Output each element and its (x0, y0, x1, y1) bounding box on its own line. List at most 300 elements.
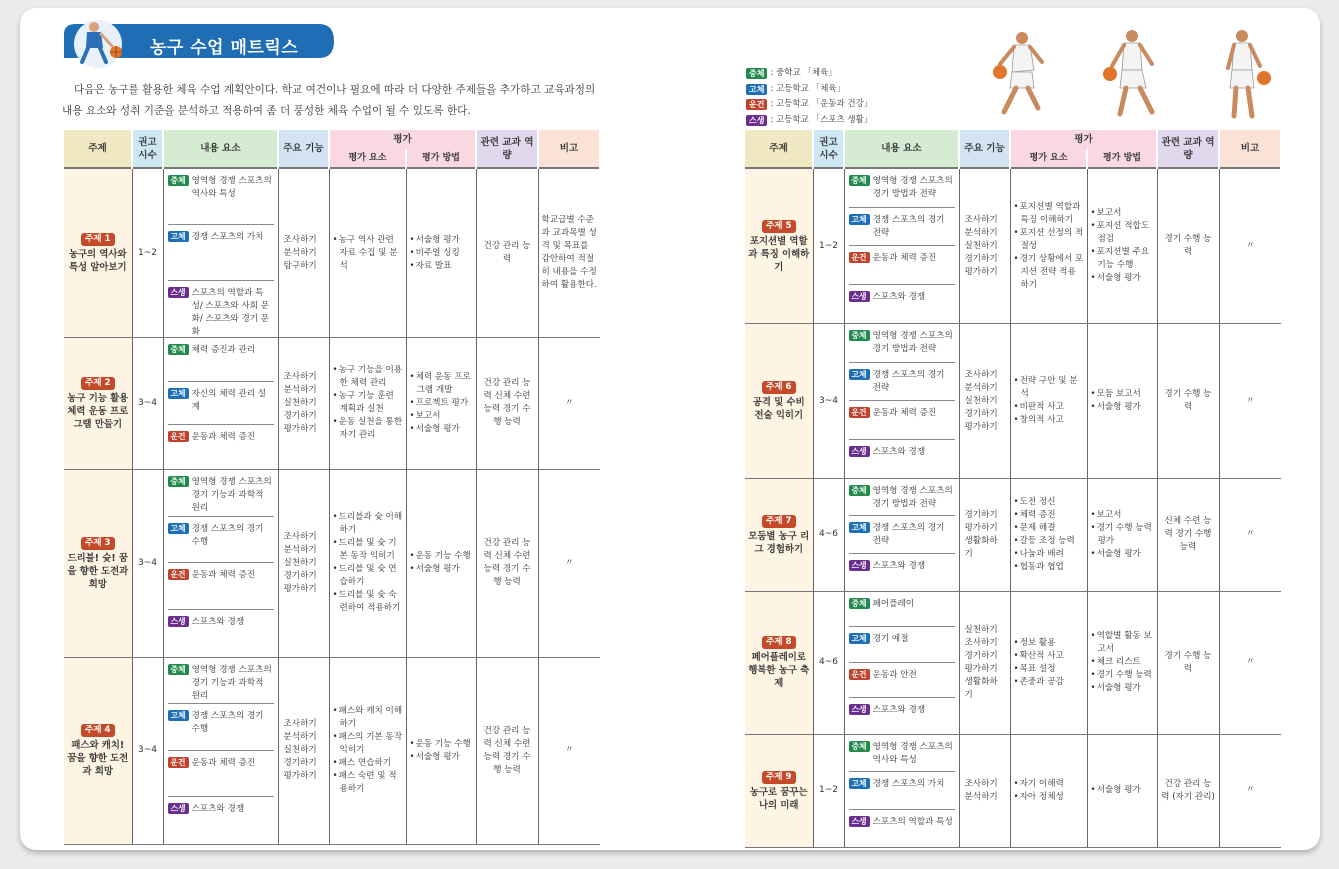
topic-badge: 주제 2 (81, 377, 115, 390)
content-text: 자신의 체력 관리 설계 (191, 388, 267, 412)
content-item (168, 425, 274, 469)
related-cell: 건강 관리 능력 신체 수련 능력 경기 수행 능력 (476, 657, 538, 844)
topic-title: 드리블! 슛! 꿈을 향한 도전과 희망 (67, 552, 129, 590)
content-item (849, 285, 955, 324)
topic-cell (745, 479, 813, 592)
header-func: 주요 기능 (278, 130, 329, 168)
eval-method-cell (1087, 479, 1157, 592)
curriculum-tag: 운건 (168, 757, 189, 768)
curriculum-tag: 스생 (849, 704, 870, 715)
related-cell: 경기 수행 능력 (1157, 591, 1219, 734)
content-item (849, 698, 955, 734)
eval-elem-item: • 패스 숙련 및 적용하기 (333, 770, 403, 796)
content-text: 영역형 경쟁 스포츠의 역사와 특성 (872, 741, 953, 765)
eval-method-item: • 체크 리스트 (1091, 656, 1154, 669)
func-cell: 조사하기 분석하기 실천하기 경기하기 평가하기 (959, 168, 1010, 324)
eval-elem-cell (1010, 324, 1087, 479)
content-text: 스포츠와 경쟁 (872, 560, 926, 571)
topic-title: 모둠별 농구 리그 경험하기 (748, 530, 810, 555)
content-item (849, 810, 955, 847)
content-cell (163, 338, 278, 470)
matrix-table-left (64, 130, 601, 845)
eval-elem-cell (329, 469, 406, 657)
topic-cell (64, 657, 132, 844)
content-text: 운동과 체력 증진 (872, 408, 937, 418)
curriculum-tag: 고체 (168, 231, 189, 242)
eval-elem-cell (1010, 734, 1087, 847)
curriculum-tag: 중체 (849, 175, 870, 186)
eval-elem-item: • 갈등 조정 능력 (1014, 535, 1084, 548)
note-cell: 〃 (538, 338, 600, 470)
content-text: 운동과 체력 증진 (191, 432, 256, 443)
eval-elem-cell (329, 168, 406, 338)
eval-method-cell (1087, 168, 1157, 324)
note-cell: 〃 (1219, 479, 1281, 592)
curriculum-tag: 운건 (849, 669, 870, 680)
topic-cell (745, 324, 813, 479)
eval-elem-item: • 전략 구안 및 분석 (1014, 375, 1084, 401)
eval-method-list (410, 371, 473, 436)
eval-method-cell (406, 338, 476, 470)
eval-elem-item: • 자기 이해력 (1014, 778, 1084, 791)
hours-cell: 1~2 (132, 168, 163, 338)
eval-elem-item: • 패스의 기본 동작 익히기 (333, 731, 403, 757)
content-text: 경쟁 스포츠의 가치 (191, 232, 264, 242)
note-cell: 〃 (1219, 591, 1281, 734)
table-row (64, 469, 600, 657)
eval-method-item: • 보고서 (1091, 207, 1154, 220)
header-related: 관련 교과 역량 (476, 130, 538, 168)
eval-method-list (1091, 388, 1154, 414)
content-cell (163, 168, 278, 338)
eval-method-item: • 서술형 평가 (1091, 401, 1154, 414)
eval-elem-item: • 나눔과 배려 (1014, 548, 1084, 561)
hours-cell: 4~6 (813, 479, 844, 592)
eval-elem-item: • 정보 활용 (1014, 637, 1084, 650)
content-text: 영역형 경쟁 스포츠의 경기 기능과 과학적 원리 (191, 476, 272, 513)
content-item (849, 324, 955, 363)
content-text: 영역형 경쟁 스포츠의 경기 방법과 전략 (872, 331, 953, 354)
curriculum-tag: 고체 (849, 778, 870, 789)
func-cell: 조사하기 분석하기 실천하기 경기하기 평가하기 (278, 657, 329, 844)
topic-badge: 주제 1 (81, 233, 115, 246)
header-topic: 주제 (64, 130, 132, 168)
topic-title: 패스와 캐치! 꿈을 향한 도전과 희망 (67, 740, 129, 778)
header-func: 주요 기능 (959, 130, 1010, 168)
header-eval-elem: 평가 요소 (1010, 149, 1087, 168)
content-cell (163, 657, 278, 844)
related-cell: 경기 수행 능력 (1157, 168, 1219, 324)
eval-elem-cell (329, 338, 406, 470)
curriculum-tag: 운건 (168, 431, 189, 442)
func-cell: 조사하기 분석하기 실천하기 경기하기 평가하기 (278, 469, 329, 657)
content-item (849, 663, 955, 699)
player-illustration (1103, 30, 1152, 114)
table-row (745, 168, 1281, 324)
content-text: 스포츠와 경쟁 (872, 446, 926, 457)
content-item (849, 516, 955, 553)
eval-method-item: • 체력 운동 프로그램 개발 (410, 371, 473, 397)
eval-method-item: • 운동 기능 수행 (410, 550, 473, 563)
eval-elem-list (333, 705, 403, 796)
legend-item (746, 66, 872, 82)
curriculum-tag: 스생 (168, 287, 189, 298)
legend-item (746, 113, 872, 129)
note-cell: 〃 (1219, 734, 1281, 847)
header-eval-method: 평가 방법 (1087, 149, 1157, 168)
content-item (168, 225, 274, 281)
topic-cell (745, 591, 813, 734)
eval-elem-item: • 운동 실천을 통한 자기 관리 (333, 416, 403, 442)
eval-elem-cell (1010, 168, 1087, 324)
content-item (849, 592, 955, 628)
eval-elem-item: • 존중과 공감 (1014, 676, 1084, 689)
legend-text: : 고등학교 「체육」 (770, 83, 846, 94)
eval-method-list (410, 738, 473, 764)
curriculum-tag: 스생 (849, 446, 870, 457)
header-eval-method: 평가 방법 (406, 149, 476, 168)
header-topic: 주제 (745, 130, 813, 168)
eval-elem-item: • 확산적 사고 (1014, 650, 1084, 663)
player-illustration (1228, 30, 1271, 116)
note-cell: 〃 (538, 657, 600, 844)
eval-elem-item: • 드리블 및 슛 기본 동작 익히기 (333, 537, 403, 563)
content-item (168, 470, 274, 517)
content-cell (844, 479, 959, 592)
content-cell (844, 734, 959, 847)
hours-cell: 4~6 (813, 591, 844, 734)
topic-badge: 주제 4 (81, 724, 115, 737)
legend-text: : 중학교 「체육」 (770, 68, 837, 78)
header-eval-elem: 평가 요소 (329, 149, 406, 168)
curriculum-tag: 고체 (849, 633, 870, 644)
topic-cell (745, 734, 813, 847)
eval-elem-cell (1010, 479, 1087, 592)
eval-elem-item: • 농구 기능 훈련 계획과 실천 (333, 390, 403, 416)
header-content: 내용 요소 (844, 130, 959, 168)
eval-elem-list (1014, 496, 1084, 574)
intro-text: 다음은 농구를 활용한 체육 수업 계획안이다. 학교 여건이나 필요에 따라 더 다양한 주제들을 추가하고 교육과정의 내용 요소와 성취 기준을 분석하고 적용하여 좀 더 풍성한 체육 수업이 될 수 있도록 한다. (62, 84, 596, 117)
eval-elem-item: • 농구 역사 관련 자료 수집 및 분석 (333, 234, 403, 273)
hours-cell: 1~2 (813, 168, 844, 324)
legend-text: : 고등학교 「운동과 건강」 (770, 99, 873, 109)
legend-text: : 고등학교 「스포츠 생활」 (770, 114, 873, 125)
eval-method-cell (1087, 591, 1157, 734)
eval-elem-item: • 패스와 캐치 이해하기 (333, 705, 403, 731)
curriculum-tag: 고체 (849, 369, 870, 380)
player-illustration (993, 32, 1042, 112)
legend-tag: 중체 (746, 68, 767, 79)
eval-method-item: • 프로젝트 평가 (410, 397, 473, 410)
content-cell (844, 324, 959, 479)
curriculum-tag: 고체 (168, 523, 189, 534)
content-text: 경기 예절 (872, 634, 909, 645)
eval-method-item: • 서술형 평가 (410, 563, 473, 576)
eval-elem-item: • 패스 연습하기 (333, 757, 403, 770)
hours-cell: 3~4 (132, 657, 163, 844)
header-content: 내용 요소 (163, 130, 278, 168)
eval-method-list (1091, 509, 1154, 561)
topic-title: 공격 및 수비 전술 익히기 (752, 397, 805, 421)
eval-method-item: • 서술형 평가 (1091, 784, 1154, 797)
content-item (849, 169, 955, 208)
content-text: 영역형 경쟁 스포츠의 경기 기능과 과학적 원리 (191, 664, 272, 701)
eval-method-item: • 서술형 평가 (410, 751, 473, 764)
eval-elem-item: • 포지션 선정의 적절성 (1014, 227, 1084, 253)
eval-method-item: • 포지션별 주요 기능 수행 (1091, 246, 1154, 272)
content-item (168, 563, 274, 610)
intro-paragraph (62, 80, 602, 122)
table-row (745, 591, 1281, 734)
eval-elem-cell (1010, 591, 1087, 734)
content-item (168, 658, 274, 705)
eval-elem-item: • 드리블 및 슛 숙련하여 적용하기 (333, 589, 403, 615)
eval-method-cell (1087, 324, 1157, 479)
topic-cell (64, 168, 132, 338)
curriculum-tag: 운건 (849, 252, 870, 263)
header-eval: 평가 (329, 130, 476, 149)
eval-elem-item: • 체력 증진 (1014, 509, 1084, 522)
eval-method-item: • 서술형 평가 (410, 234, 473, 247)
basketball-players-illustration (972, 24, 1282, 128)
related-cell: 경기 수행 능력 (1157, 324, 1219, 479)
eval-elem-list (1014, 637, 1084, 689)
eval-method-item: • 보고서 (410, 410, 473, 423)
eval-method-item: • 운동 기능 수행 (410, 738, 473, 751)
related-cell: 건강 관리 능력 (자기 관리) (1157, 734, 1219, 847)
dribbling-player-icon (68, 18, 138, 68)
content-item (849, 246, 955, 285)
eval-elem-item: • 농구 기능을 이용한 체력 관리 (333, 364, 403, 390)
eval-method-item: • 역할별 활동 보고서 (1091, 630, 1154, 656)
legend (746, 66, 872, 128)
func-cell: 실천하기 조사하기 경기하기 평가하기 생활화하기 (959, 591, 1010, 734)
header-hours: 권고 시수 (132, 130, 163, 168)
topic-title: 페어플레이로 행복한 농구 축제 (748, 652, 810, 690)
eval-elem-item: • 자아 정체성 (1014, 791, 1084, 804)
eval-method-list (1091, 630, 1154, 695)
curriculum-tag: 중체 (168, 344, 189, 355)
eval-method-item: • 포지션 적합도 점검 (1091, 220, 1154, 246)
eval-elem-item: • 포지션별 역할과 특징 이해하기 (1014, 201, 1084, 227)
header-related: 관련 교과 역량 (1157, 130, 1219, 168)
hours-cell: 1~2 (813, 734, 844, 847)
content-text: 운동과 체력 증진 (191, 570, 256, 581)
topic-badge: 주제 9 (762, 771, 796, 784)
legend-tag: 고체 (746, 84, 767, 95)
content-text: 경쟁 스포츠의 경기 수행 (191, 523, 264, 547)
table-row (64, 657, 600, 844)
eval-elem-item: • 창의적 사고 (1014, 414, 1084, 427)
content-item (849, 208, 955, 247)
content-cell (844, 168, 959, 324)
eval-elem-list (1014, 778, 1084, 804)
content-text: 영역형 경쟁 스포츠의 경기 방법과 전략 (872, 486, 953, 509)
content-text: 스포츠와 경쟁 (872, 705, 926, 716)
eval-method-item: • 서술형 평가 (410, 423, 473, 436)
table-row (64, 338, 600, 470)
topic-title: 포지션별 역할과 특징 이해하기 (748, 235, 810, 273)
curriculum-tag: 중체 (168, 476, 189, 487)
curriculum-tag: 스생 (849, 560, 870, 571)
curriculum-tag: 중체 (849, 741, 870, 752)
eval-method-cell (406, 469, 476, 657)
eval-method-list (1091, 207, 1154, 285)
content-text: 경쟁 스포츠의 경기 전략 (872, 214, 945, 238)
content-item (849, 363, 955, 402)
content-text: 스포츠의 역할과 특성 (872, 816, 953, 827)
content-item (168, 338, 274, 382)
eval-method-item: • 보고서 (1091, 509, 1154, 522)
eval-method-item: • 자료 발표 (410, 260, 473, 273)
eval-elem-list (333, 364, 403, 442)
eval-elem-item: • 비판적 사고 (1014, 401, 1084, 414)
table-row (64, 168, 600, 338)
content-text: 운동과 체력 증진 (872, 253, 937, 263)
content-item (168, 751, 274, 798)
curriculum-tag: 스생 (168, 803, 189, 814)
eval-elem-item: • 드리블과 슛 이해하기 (333, 511, 403, 537)
eval-method-cell (406, 657, 476, 844)
related-cell: 건강 관리 능력 신체 수련 능력 경기 수행 능력 (476, 469, 538, 657)
hours-cell: 3~4 (813, 324, 844, 479)
func-cell: 조사하기 분석하기 실천하기 경기하기 평가하기 (959, 324, 1010, 479)
eval-elem-item: • 문제 해결 (1014, 522, 1084, 535)
topic-title: 농구의 역사와 특성 알아보기 (68, 249, 127, 273)
curriculum-tag: 중체 (849, 485, 870, 496)
eval-elem-list (1014, 375, 1084, 427)
table-row (745, 734, 1281, 847)
topic-badge: 주제 5 (762, 220, 796, 233)
note-cell: 〃 (538, 469, 600, 657)
eval-elem-list (333, 234, 403, 273)
eval-method-cell (1087, 734, 1157, 847)
content-text: 경쟁 스포츠의 경기 수행 (191, 711, 264, 735)
eval-elem-item: • 도전 정신 (1014, 496, 1084, 509)
content-item (168, 797, 274, 844)
curriculum-tag: 중체 (849, 330, 870, 341)
content-text: 영역형 경쟁 스포츠의 경기 방법과 전략 (872, 176, 953, 199)
content-item (849, 772, 955, 809)
curriculum-tag: 중체 (849, 598, 870, 609)
func-cell: 조사하기 분석하기 탐구하기 (278, 168, 329, 338)
eval-method-item: • 모둠 보고서 (1091, 388, 1154, 401)
content-item (849, 554, 955, 591)
topic-cell (64, 338, 132, 470)
eval-method-item: • 서술형 평가 (1091, 682, 1154, 695)
eval-elem-cell (329, 657, 406, 844)
content-text: 영역형 경쟁 스포츠의 역사와 특성 (191, 176, 272, 199)
topic-badge: 주제 7 (762, 515, 796, 528)
hours-cell: 3~4 (132, 338, 163, 470)
func-cell: 조사하기 분석하기 (959, 734, 1010, 847)
content-text: 운동과 체력 증진 (191, 757, 256, 768)
table-row (745, 479, 1281, 592)
eval-method-item: • 비주얼 싱킹 (410, 247, 473, 260)
content-item (849, 627, 955, 663)
legend-item (746, 82, 872, 98)
header-note: 비고 (538, 130, 600, 168)
topic-badge: 주제 3 (81, 537, 115, 550)
matrix-table-right (745, 130, 1282, 848)
related-cell: 신체 수련 능력 경기 수행 능력 (1157, 479, 1219, 592)
content-text: 스포츠의 역할과 특성/ 스포츠와 사회 문화/ 스포츠와 경기 문화 (191, 288, 270, 337)
note-cell: 〃 (1219, 324, 1281, 479)
content-item (168, 169, 274, 225)
note-cell: 〃 (1219, 168, 1281, 324)
eval-method-item: • 경기 수행 능력 평가 (1091, 522, 1154, 548)
content-item (168, 517, 274, 564)
content-item (168, 704, 274, 751)
content-cell (163, 469, 278, 657)
eval-elem-list (1014, 201, 1084, 292)
topic-title: 농구로 꿈꾸는 나의 미래 (749, 786, 808, 811)
curriculum-tag: 고체 (849, 522, 870, 533)
content-item (168, 610, 274, 657)
content-item (849, 479, 955, 516)
content-text: 스포츠와 경쟁 (191, 804, 245, 815)
content-text: 스포츠와 경쟁 (872, 291, 926, 302)
content-item (849, 735, 955, 772)
curriculum-tag: 스생 (168, 616, 189, 627)
content-text: 스포츠와 경쟁 (191, 617, 245, 628)
header-note: 비고 (1219, 130, 1281, 168)
curriculum-tag: 중체 (168, 664, 189, 675)
note-cell: 학교급별 수준과 교과목별 성격 및 목표를 감안하여 적절히 내용을 수정하여 활용한다. (538, 168, 600, 338)
content-cell (844, 591, 959, 734)
content-text: 페어플레이 (872, 598, 915, 609)
related-cell: 건강 관리 능력 신체 수련 능력 경기 수행 능력 (476, 338, 538, 470)
eval-elem-item: • 경기 상황에서 포지션 전략 적용하기 (1014, 253, 1084, 292)
eval-elem-item: • 목표 설정 (1014, 663, 1084, 676)
eval-elem-item: • 드리블 및 슛 연습하기 (333, 563, 403, 589)
topic-badge: 주제 8 (762, 636, 796, 649)
content-text: 운동과 안전 (872, 669, 917, 680)
content-item (168, 382, 274, 426)
content-item (168, 281, 274, 337)
hours-cell: 3~4 (132, 469, 163, 657)
legend-tag: 스생 (746, 115, 767, 126)
eval-method-cell (406, 168, 476, 338)
related-cell: 건강 관리 능력 (476, 168, 538, 338)
eval-method-list (410, 550, 473, 576)
func-cell: 경기하기 평가하기 생활화하기 (959, 479, 1010, 592)
curriculum-tag: 스생 (849, 816, 870, 827)
eval-method-item: • 서술형 평가 (1091, 272, 1154, 285)
topic-cell (745, 168, 813, 324)
header-hours: 권고 시수 (813, 130, 844, 168)
curriculum-tag: 운건 (168, 569, 189, 580)
curriculum-tag: 중체 (168, 175, 189, 186)
content-text: 경쟁 스포츠의 경기 전략 (872, 523, 945, 547)
curriculum-tag: 운건 (849, 407, 870, 418)
legend-tag: 운건 (746, 99, 767, 110)
func-cell: 조사하기 분석하기 실천하기 경기하기 평가하기 (278, 338, 329, 470)
header-eval: 평가 (1010, 130, 1157, 149)
eval-elem-list (333, 511, 403, 615)
curriculum-tag: 고체 (849, 214, 870, 225)
topic-badge: 주제 6 (762, 381, 796, 394)
legend-item (746, 97, 872, 113)
book-spread (20, 8, 1320, 850)
content-text: 경쟁 스포츠의 가치 (872, 779, 945, 790)
content-text: 경쟁 스포츠의 경기 전략 (872, 369, 945, 393)
table-row (745, 324, 1281, 479)
curriculum-tag: 고체 (168, 388, 189, 399)
eval-method-item: • 경기 수행 능력 (1091, 669, 1154, 682)
content-item (849, 401, 955, 440)
eval-elem-item: • 협동과 협업 (1014, 561, 1084, 574)
